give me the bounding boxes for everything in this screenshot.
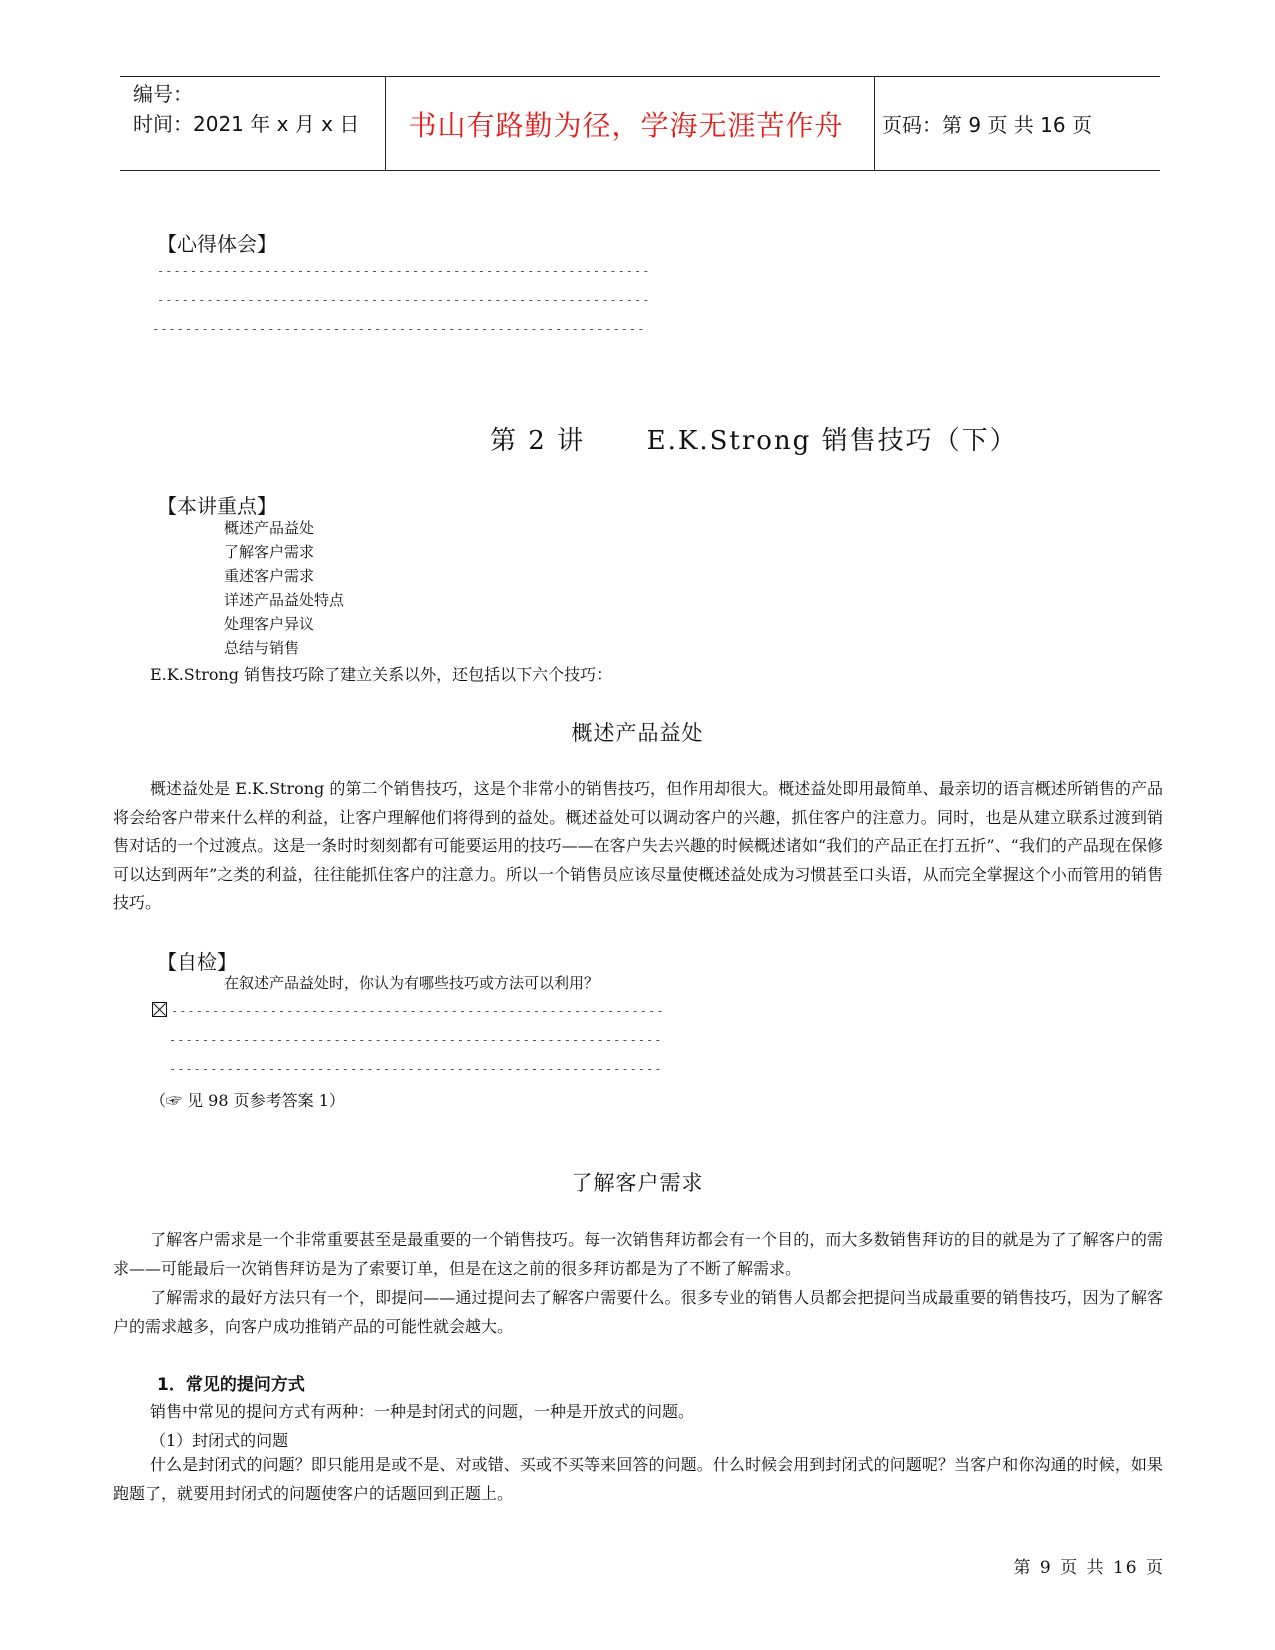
- needs-paragraph-1: 了解客户需求是一个非常重要甚至是最重要的一个销售技巧。每一次销售拜访都会有一个目的，而大多数销售拜访的目的就是为了了解客户的需求——可能最后一次销售拜访是为了索要订单，但是在这之前的很多拜访都是为了不断了解需求。: [113, 1230, 1163, 1278]
- header-meta: [133, 79, 359, 139]
- subheading-question-types: 1．常见的提问方式: [157, 1375, 305, 1395]
- page-footer: 第 9 页 共 16 页: [1013, 1558, 1165, 1578]
- date-label: 时间：2021 年 x 月 x 日: [133, 112, 360, 136]
- key-point-item: 了解客户需求: [224, 543, 315, 561]
- answer-line: ------------------------------------------------------------: [169, 1062, 663, 1076]
- question-types-line: 销售中常见的提问方式有两种：一种是封闭式的问题，一种是开放式的问题。: [150, 1402, 695, 1421]
- closed-question-paragraph: 什么是封闭式的问题？即只能用是或不是、对或错、买或不买等来回答的问题。什么时候会用到封闭式的问题呢？当客户和你沟通的时候，如果跑题了，就要用封闭式的问题使客户的话题回到正题上。: [113, 1455, 1163, 1503]
- self-check-title: 【自检】: [157, 950, 237, 974]
- key-point-item: 处理客户异议: [224, 615, 315, 633]
- key-point-item: 详述产品益处特点: [224, 591, 345, 609]
- key-points-title: 【本讲重点】: [157, 494, 277, 518]
- reflection-line: ------------------------------------------------------------: [157, 264, 651, 278]
- header-top-rule: [120, 76, 1160, 77]
- number-label: 编号：: [133, 82, 193, 106]
- reflection-line: ------------------------------------------------------------: [157, 293, 651, 307]
- answer-reference: （☞ 见 98 页参考答案 1）: [150, 1091, 345, 1110]
- needs-paragraph-2: 了解需求的最好方法只有一个，即提问——通过提问去了解客户需要什么。很多专业的销售人员都会把提问当成最重要的销售技巧，因为了解客户的需求越多，向客户成功推销产品的可能性就会越大。: [113, 1288, 1163, 1336]
- answer-line: ------------------------------------------------------------: [171, 1004, 665, 1018]
- benefits-paragraph: 概述益处是 E.K.Strong 的第二个销售技巧，这是个非常小的销售技巧，但作用却很大。概述益处即用最简单、最亲切的语言概述所销售的产品将会给客户带来什么样的利益，让客户理解他们将得到的益处。概述益处可以调动客户的兴趣，抓住客户的注意力。同时，也是从建立联系过渡到销售对话的一个过渡点。这是一条时时刻刻都有可能要运用的技巧——在客户失去兴趣的时候概述诸如“我们的产品正在打五折”、“我们的产品现在保修可以达到两年”之类的利益，往往能抓住客户的注意力。所以一个销售员应该尽量使概述益处成为习惯甚至口头语，从而完全掌握这个小而管用的销售技巧。: [113, 779, 1163, 912]
- reflection-title: 【心得体会】: [157, 232, 277, 256]
- closed-question-heading: （1）封闭式的问题: [150, 1431, 289, 1450]
- self-check-question: 在叙述产品益处时，你认为有哪些技巧或方法可以利用？: [224, 974, 600, 992]
- reflection-line: ------------------------------------------------------------: [152, 322, 646, 336]
- key-point-item: 总结与销售: [224, 639, 300, 657]
- answer-line: ------------------------------------------------------------: [169, 1033, 663, 1047]
- key-point-item: 概述产品益处: [224, 519, 315, 537]
- header-page-info: 页码：第 9 页 共 16 页: [882, 113, 1092, 137]
- key-point-item: 重述客户需求: [224, 567, 315, 585]
- checkbox-icon[interactable]: [152, 1002, 167, 1017]
- section-title-needs: 了解客户需求: [571, 1171, 704, 1195]
- section-title-benefits: 概述产品益处: [571, 721, 704, 745]
- motto: 书山有路勤为径，学海无涯苦作舟: [408, 109, 844, 142]
- header-bottom-rule: [120, 170, 1160, 171]
- lecture-intro: E.K.Strong 销售技巧除了建立关系以外，还包括以下六个技巧：: [150, 665, 613, 684]
- lecture-title: 第 2 讲 E.K.Strong 销售技巧（下）: [490, 426, 1018, 456]
- header-divider-right: [874, 76, 875, 171]
